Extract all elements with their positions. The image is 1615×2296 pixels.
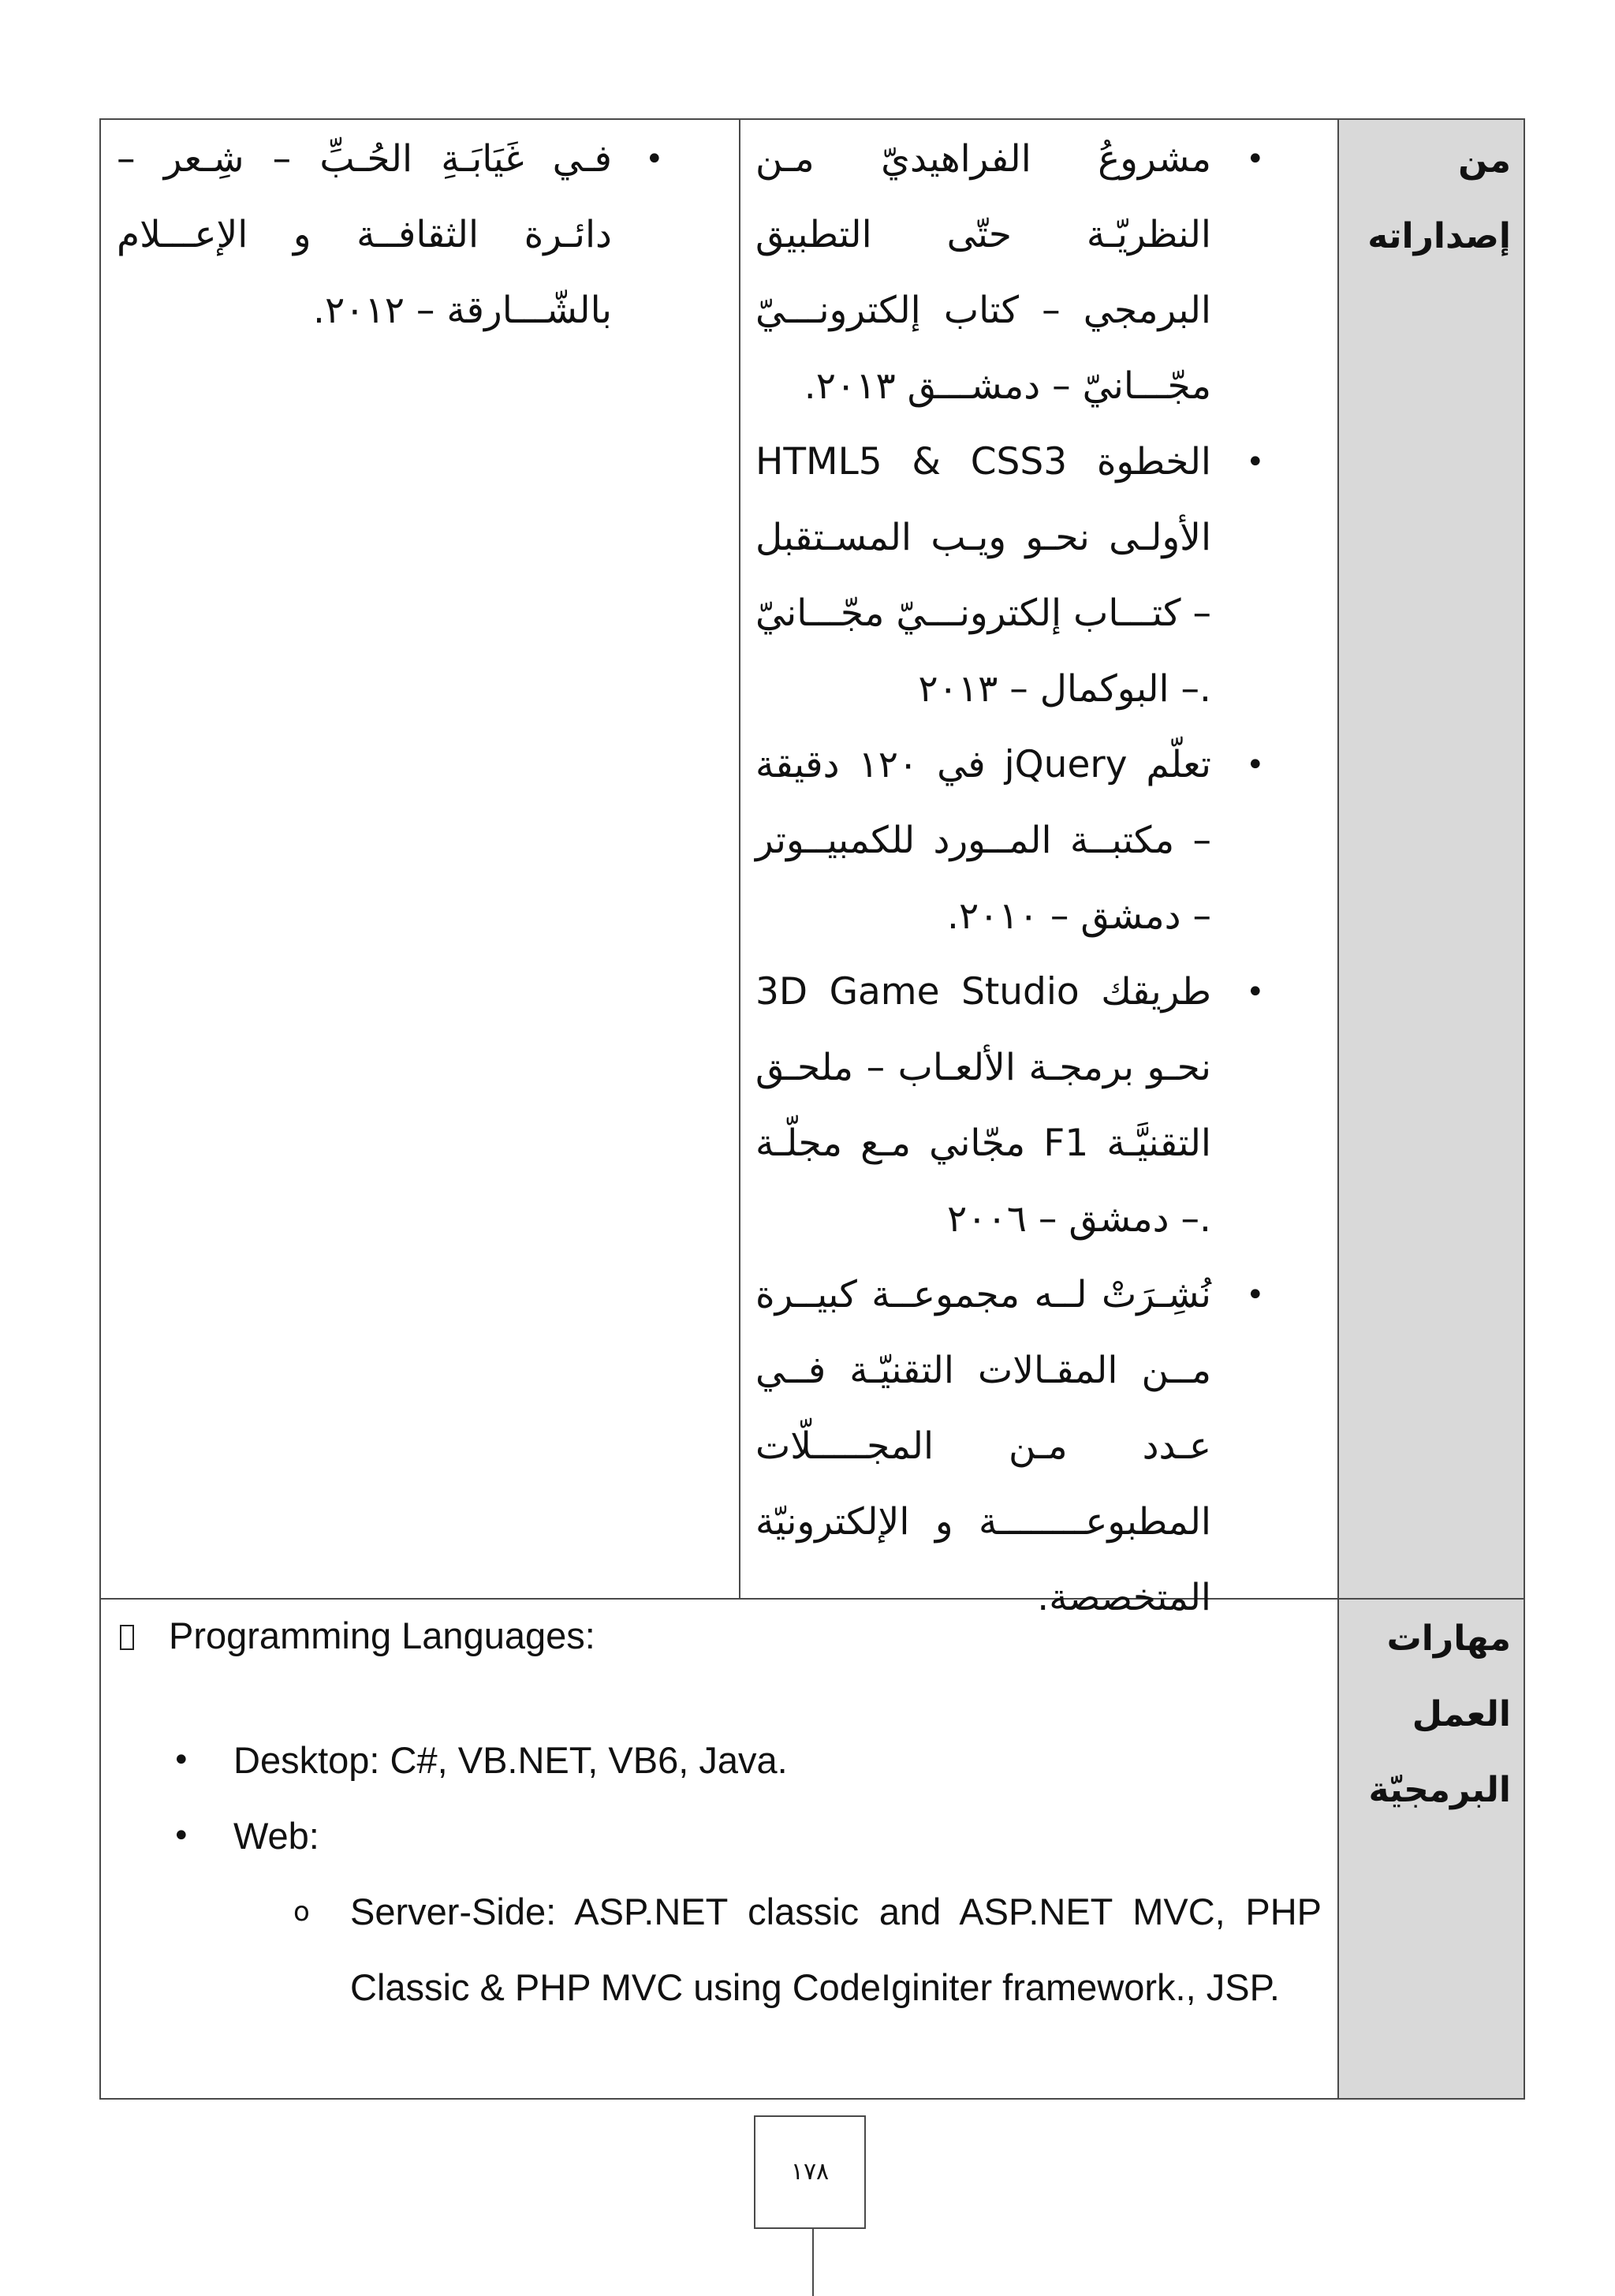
page-number: ١٧٨ — [790, 2158, 830, 2186]
header-column-divider — [1337, 118, 1339, 2100]
row1-header-line1: من — [1458, 140, 1511, 181]
table-bottom-border — [99, 2098, 1525, 2100]
publication-item-4: 3D Game Studio طريقك نحـو برمجـة الألعـاب – ملحـق مجّاني مـع مجلّـة F1 التقنيَّـة – دمشق – ٢٠٠٦. — [755, 970, 1211, 1241]
checkbox-icon — [120, 1625, 134, 1650]
bullet-icon: • — [1246, 141, 1265, 177]
publication-item-1: مشروعُ الفراهيديّ مـن النظريّـة حتّى التطبيق البرمجي – كتاب إلكترونـــيّ مجّـــانيّ – دمشـــق ٢٠١٣. — [755, 137, 1211, 408]
sub-bullet-icon: o — [293, 1896, 310, 1928]
skills-heading: Programming Languages: — [169, 1615, 595, 1656]
skills-server-side: Server-Side: ASP.NET classic and ASP.NET MVC, PHP Classic & PHP MVC using CodeIginiter framework., JSP. — [350, 1891, 1322, 2008]
row2-header-line2: العمل — [1412, 1694, 1511, 1734]
row2-header-line3: البرمجيّة — [1368, 1770, 1511, 1810]
publication-item-3: تعلّم jQuery في ١٢٠ دقيقة – مكتبــة المــورد للكمبيــوتر – دمشق – ٢٠١٠. — [755, 743, 1211, 938]
publication-item-poetry: فـي غَيَابَـةِ الحُـبِّ – شِـعر – دائـرة الثقافــة و الإعـــلام بالشّـــارقة – ٢٠١٢. — [117, 137, 612, 332]
row1-header-line2: إصداراته — [1367, 216, 1511, 256]
content-column-divider — [739, 118, 740, 1600]
header-column-bg-row1 — [1339, 120, 1524, 1598]
row2-header-line1: مهارات — [1386, 1618, 1511, 1659]
bullet-icon: • — [172, 1818, 191, 1854]
publication-item-5: نُشِـرَتْ لــه مجموعــة كبيــرة مــن المقـالات التقنيّـة فــي عـدد مـن المجـــــلّات المطبوعــــــــة و الإلكترونيّة المتخصصة. — [755, 1273, 1211, 1619]
table-left-border — [99, 118, 101, 2100]
bullet-icon: • — [1246, 974, 1265, 1010]
page-number-box — [754, 2115, 866, 2229]
skills-desktop: Desktop: C#, VB.NET, VB6, Java. — [233, 1739, 788, 1781]
page-number-connector — [812, 2227, 814, 2296]
bullet-icon: • — [172, 1742, 191, 1779]
bullet-icon: • — [1246, 1277, 1265, 1313]
skills-web: Web: — [233, 1815, 319, 1857]
bullet-icon: • — [645, 141, 664, 177]
row1-header — [1348, 123, 1511, 274]
publication-item-2: HTML5 & CSS3 الخطوة الأولـى نحـو ويـب المسـتقبل – كتـــاب إلكترونـــيّ مجّـــانيّ – البوكمال – ٢٠١٣. — [755, 440, 1211, 711]
bullet-icon: • — [1246, 747, 1265, 783]
table-top-border — [99, 118, 1525, 120]
row2-header — [1348, 1601, 1511, 1828]
bullet-icon: • — [1246, 444, 1265, 480]
table-right-border — [1524, 118, 1525, 2100]
